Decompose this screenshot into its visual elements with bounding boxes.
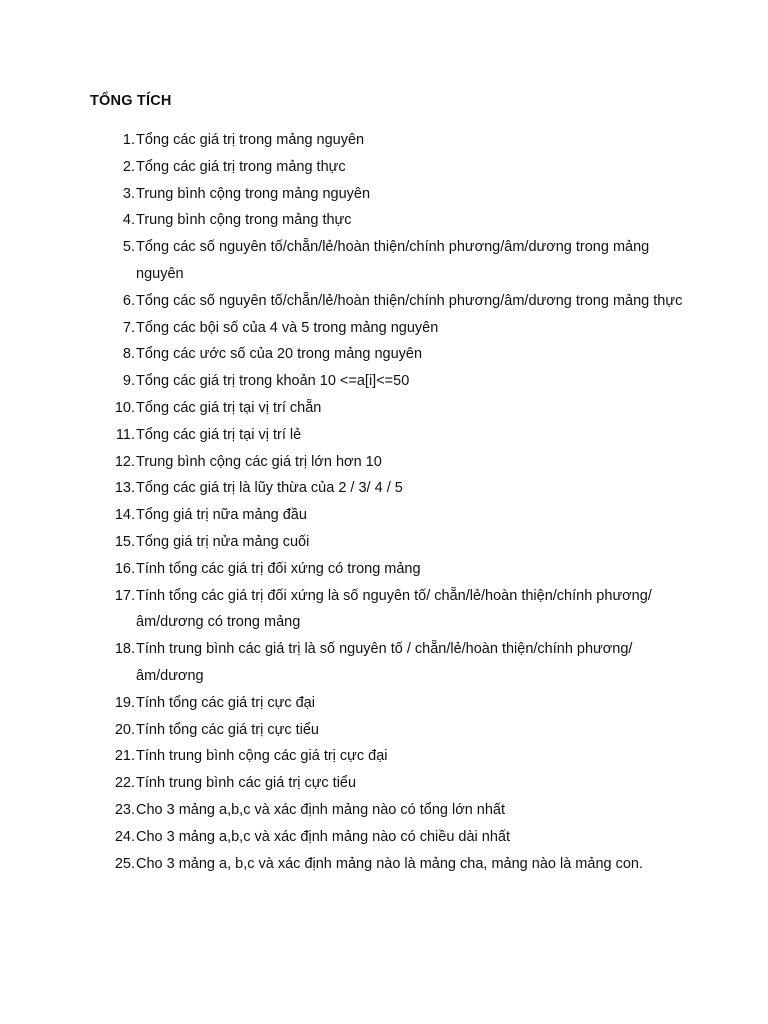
list-item-text: Tính trung bình các giá trị là số nguyên tố / chẵn/lẻ/hoàn thiện/chính phương/âm/dương <box>136 641 633 684</box>
list-item-number: 21. <box>114 748 135 765</box>
list-item-text: Tính tổng các giá trị cực tiểu <box>136 721 319 738</box>
list-item-text: Tổng các giá trị trong khoản 10 <=a[i]<=50 <box>136 373 410 390</box>
list-item <box>90 207 690 234</box>
list-item-number: 25. <box>114 855 135 872</box>
list-item-number: 1. <box>122 132 135 148</box>
list-item-text: Trung bình cộng các giá trị lớn hơn 10 <box>136 453 382 470</box>
list-item <box>90 368 690 395</box>
list-item <box>90 556 690 583</box>
list-item-number: 20. <box>114 721 135 738</box>
list-item-number: 6. <box>122 292 135 309</box>
list-item-text: Tính tổng các giá trị đối xứng là số nguyên tố/ chẵn/lẻ/hoàn thiện/chính phương/âm/dương có trong mảng <box>136 587 652 631</box>
list-item-text: Tính tổng các giá trị cực đại <box>136 694 315 711</box>
list-item-number: 16. <box>114 560 135 577</box>
list-item-number: 18. <box>114 641 135 658</box>
list-item-number: 9. <box>122 373 135 390</box>
list-item <box>90 824 690 851</box>
list-item <box>90 449 690 476</box>
list-item-number: 2. <box>122 158 135 175</box>
list-item-number: 22. <box>114 775 135 792</box>
list-item-text: Tổng các giá trị trong mảng nguyên <box>136 132 365 148</box>
list-item-text: Tổng các giá trị trong mảng thực <box>136 158 346 175</box>
list-item-text: Tính trung bình các giá trị cực tiểu <box>136 775 357 792</box>
list-item <box>90 797 690 824</box>
list-item-text: Tổng các giá trị tại vị trí chẵn <box>136 399 322 416</box>
list-item <box>90 583 690 637</box>
list-item-text: Tính trung bình cộng các giá trị cực đại <box>136 748 388 765</box>
list-item-text: Tổng các số nguyên tố/chẵn/lẻ/hoàn thiện/chính phương/âm/dương trong mảng nguyên <box>136 239 650 282</box>
list-item-number: 23. <box>114 801 135 818</box>
list-item-text: Tổng các giá trị tại vị trí lẻ <box>136 426 302 443</box>
list-item-text: Tổng các ước số của 20 trong mảng nguyên <box>136 346 423 363</box>
list-item-text: Cho 3 mảng a,b,c và xác định mảng nào có tổng lớn nhất <box>136 801 506 818</box>
list-item-number: 17. <box>114 587 135 604</box>
list-item-number: 13. <box>114 480 135 497</box>
list-item-number: 24. <box>114 828 135 845</box>
list-item-number: 15. <box>114 533 135 550</box>
list-item-number: 4. <box>122 212 135 229</box>
list-item-text: Cho 3 mảng a,b,c và xác định mảng nào có chiều dài nhất <box>136 828 511 845</box>
list-item-number: 11. <box>115 426 135 443</box>
list-item <box>90 529 690 556</box>
list-item <box>90 127 690 154</box>
list-item-number: 3. <box>122 185 135 202</box>
exercise-list <box>90 127 690 877</box>
list-item-text: Trung bình cộng trong mảng nguyên <box>136 185 371 202</box>
list-item <box>90 395 690 422</box>
list-item-number: 10. <box>114 399 135 416</box>
list-item <box>90 288 690 315</box>
list-item-text: Cho 3 mảng a, b,c và xác định mảng nào là mảng cha, mảng nào là mảng con. <box>136 855 644 872</box>
list-item-number: 7. <box>122 319 135 336</box>
document-title: TỔNG TÍCH <box>90 93 172 109</box>
list-item <box>90 181 690 208</box>
list-item-text: Tổng các bội số của 4 và 5 trong mảng nguyên <box>136 319 439 336</box>
list-item <box>90 851 690 878</box>
list-item-text: Tổng các số nguyên tố/chẵn/lẻ/hoàn thiện/chính phương/âm/dương trong mảng thực <box>136 292 683 309</box>
list-item <box>90 315 690 342</box>
list-item-text: Tổng giá trị nửa mảng cuối <box>136 533 310 550</box>
list-item <box>90 743 690 770</box>
list-item <box>90 475 690 502</box>
list-item <box>90 636 690 690</box>
list-item-text: Tổng giá trị nữa mảng đầu <box>136 507 307 524</box>
list-item-text: Tổng các giá trị là lũy thừa của 2 / 3/ 4 / 5 <box>136 480 403 497</box>
list-item <box>90 717 690 744</box>
list-item <box>90 690 690 717</box>
list-item-number: 8. <box>122 346 135 363</box>
list-item <box>90 422 690 449</box>
list-item <box>90 502 690 529</box>
list-item-text: Trung bình cộng trong mảng thực <box>136 212 352 229</box>
list-item-number: 5. <box>122 239 135 256</box>
list-item <box>90 770 690 797</box>
list-item-number: 14. <box>114 507 135 524</box>
list-item-number: 12. <box>114 453 135 470</box>
list-item-text: Tính tổng các giá trị đối xứng có trong mảng <box>136 560 421 577</box>
list-item <box>90 234 690 288</box>
list-item <box>90 154 690 181</box>
list-item-number: 19. <box>114 694 135 711</box>
list-item <box>90 341 690 368</box>
